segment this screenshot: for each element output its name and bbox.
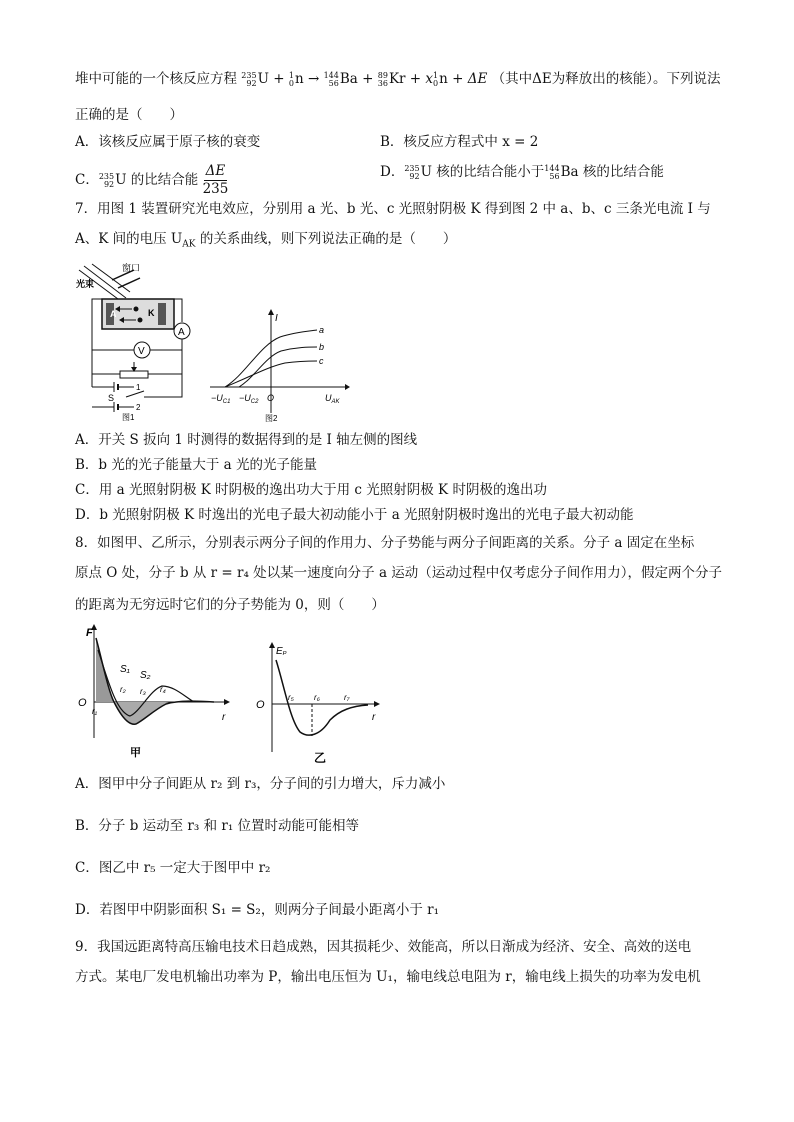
- svg-text:O: O: [267, 393, 275, 403]
- fig1-anode-label: A: [110, 309, 117, 319]
- q7-stem-line2: A、K 间的电压 $U_{AK}$ 的关系曲线，则下列说法正确的是（ ）: [75, 231, 457, 250]
- q8-option-d: D．若图甲中阴影面积 S₁ = S₂，则两分子间最小距离小于 r₁: [75, 902, 439, 918]
- svg-text:S₁: S₁: [120, 664, 130, 675]
- svg-text:r₆: r₆: [314, 693, 320, 702]
- q6-c-fraction: $\frac{\Delta E}{235}$: [202, 163, 229, 197]
- svg-text:r: r: [372, 712, 376, 723]
- q8-option-a: A．图甲中分子间距从 r₂ 到 r₃，分子间的引力增大，斥力减小: [75, 776, 446, 792]
- q9-stem-line2: 方式。某电厂发电机输出功率为 P，输出电压恒为 U₁，输电线总电阻为 r，输电线上损失的功率为发电机: [75, 969, 701, 985]
- q6-option-a: A．该核反应属于原子核的衰变: [75, 134, 261, 150]
- q7-figure-1: [74, 262, 200, 422]
- q6-stem-line1: [75, 69, 720, 89]
- svg-text:I: I: [275, 313, 278, 324]
- svg-text:F: F: [86, 627, 93, 639]
- svg-text:−UC2: $-U_{C2}$: [239, 393, 259, 405]
- svg-text:b: b: [319, 342, 325, 352]
- q8-option-c: C．图乙中 r₅ 一定大于图甲中 r₂: [75, 860, 271, 876]
- q8-stem-line3: 的距离为无穷远时它们的分子势能为 0，则（ ）: [75, 597, 385, 613]
- q7-option-a: A．开关 S 扳向 1 时测得的数据得到的是 I 轴左侧的图线: [75, 432, 418, 448]
- svg-text:V: V: [138, 346, 145, 357]
- q6-equation: 235 92 U + 1 0 n → 144 56 Ba + 89 36 Kr + x 1 0 n + ΔE: [241, 70, 488, 88]
- svg-text:2: 2: [136, 403, 141, 412]
- cathode-plate: [158, 303, 166, 325]
- fig-jia-caption: 甲: [130, 747, 141, 759]
- fig-yi-caption: 乙: [314, 751, 327, 765]
- q6-option-d: D． 235 92 U 核的比结合能小于 144 56 Ba 核的比结合能: [380, 163, 664, 181]
- svg-text:A: A: [178, 327, 185, 338]
- fig1-window-label: 窗口: [122, 263, 141, 273]
- curve-b: [239, 347, 317, 387]
- q8-figure-jia: [74, 620, 234, 760]
- q7-option-b: B．b 光的光子能量大于 a 光的光子能量: [75, 457, 317, 473]
- q7-option-d: D．b 光照射阴极 K 时逸出的光电子最大初动能小于 a 光照射阴极时逸出的光电子最大初动能: [75, 507, 634, 523]
- q7-figure-2: [205, 305, 350, 427]
- rheostat: [120, 371, 148, 378]
- q6-option-b: B．核反应方程式中 x = 2: [380, 134, 539, 150]
- svg-text:a: a: [319, 325, 325, 335]
- svg-text:S₂: S₂: [140, 670, 151, 681]
- svg-text:O: O: [78, 697, 87, 709]
- svg-text:UAK: $U_{AK}$: [325, 393, 340, 405]
- svg-text:r₇: r₇: [344, 693, 350, 702]
- fig1-caption: 图1: [122, 413, 135, 422]
- svg-text:1: 1: [136, 383, 141, 392]
- svg-text:r₂: r₂: [120, 685, 126, 694]
- svg-text:r₁: r₁: [92, 707, 98, 716]
- q8-figure-yi: [252, 640, 382, 770]
- q8-stem-line2: 原点 O 处，分子 b 从 r = r₄ 处以某一速度向分子 a 运动（运动过程中仅考虑分子间作用力），假定两个分子: [75, 565, 723, 581]
- svg-text:O: O: [256, 699, 265, 711]
- svg-text:Eₚ: Eₚ: [276, 646, 287, 657]
- q6-stem-line2: 正确的是（ ）: [75, 107, 183, 123]
- fig1-cathode-label: K: [148, 308, 155, 318]
- q9-stem-line1: 9．我国远距离特高压输电技术日趋成熟，因其损耗少、效能高，所以日渐成为经济、安全、高效的送电: [75, 939, 692, 955]
- svg-text:r₅: r₅: [288, 693, 294, 702]
- svg-text:r₃: r₃: [140, 687, 146, 696]
- fig2-caption: 图2: [265, 414, 278, 423]
- svg-text:r₄: r₄: [160, 685, 166, 694]
- svg-text:r: r: [222, 712, 226, 723]
- q7-option-c: C．用 a 光照射阴极 K 时阴极的逸出功大于用 c 光照射阴极 K 时阴极的逸出功: [75, 482, 547, 498]
- svg-text:−UC1: $-U_{C1}$: [211, 393, 231, 405]
- q8-option-b: B．分子 b 运动至 r₃ 和 r₁ 位置时动能可能相等: [75, 818, 360, 834]
- q6-stem-pre: 堆中可能的一个核反应方程: [75, 71, 237, 87]
- switch-label: S: [108, 393, 115, 403]
- q6-option-c: C． 235 92 U 的比结合能 $\frac{\Delta E}{235}$: [75, 163, 229, 197]
- svg-text:c: c: [319, 356, 324, 366]
- fig1-beam-label: 光束: [76, 279, 95, 289]
- q8-stem-line1: 8．如图甲、乙所示，分别表示两分子间的作用力、分子势能与两分子间距离的关系。分子 a 固定在坐标: [75, 535, 695, 551]
- q7-stem-line1: 7．用图 1 装置研究光电效应，分别用 a 光、b 光、c 光照射阴极 K 得到图 2 中 a、b、c 三条光电流 I 与: [75, 201, 711, 217]
- q6-stem-post: （其中ΔE为释放出的核能）。下列说法: [491, 71, 721, 87]
